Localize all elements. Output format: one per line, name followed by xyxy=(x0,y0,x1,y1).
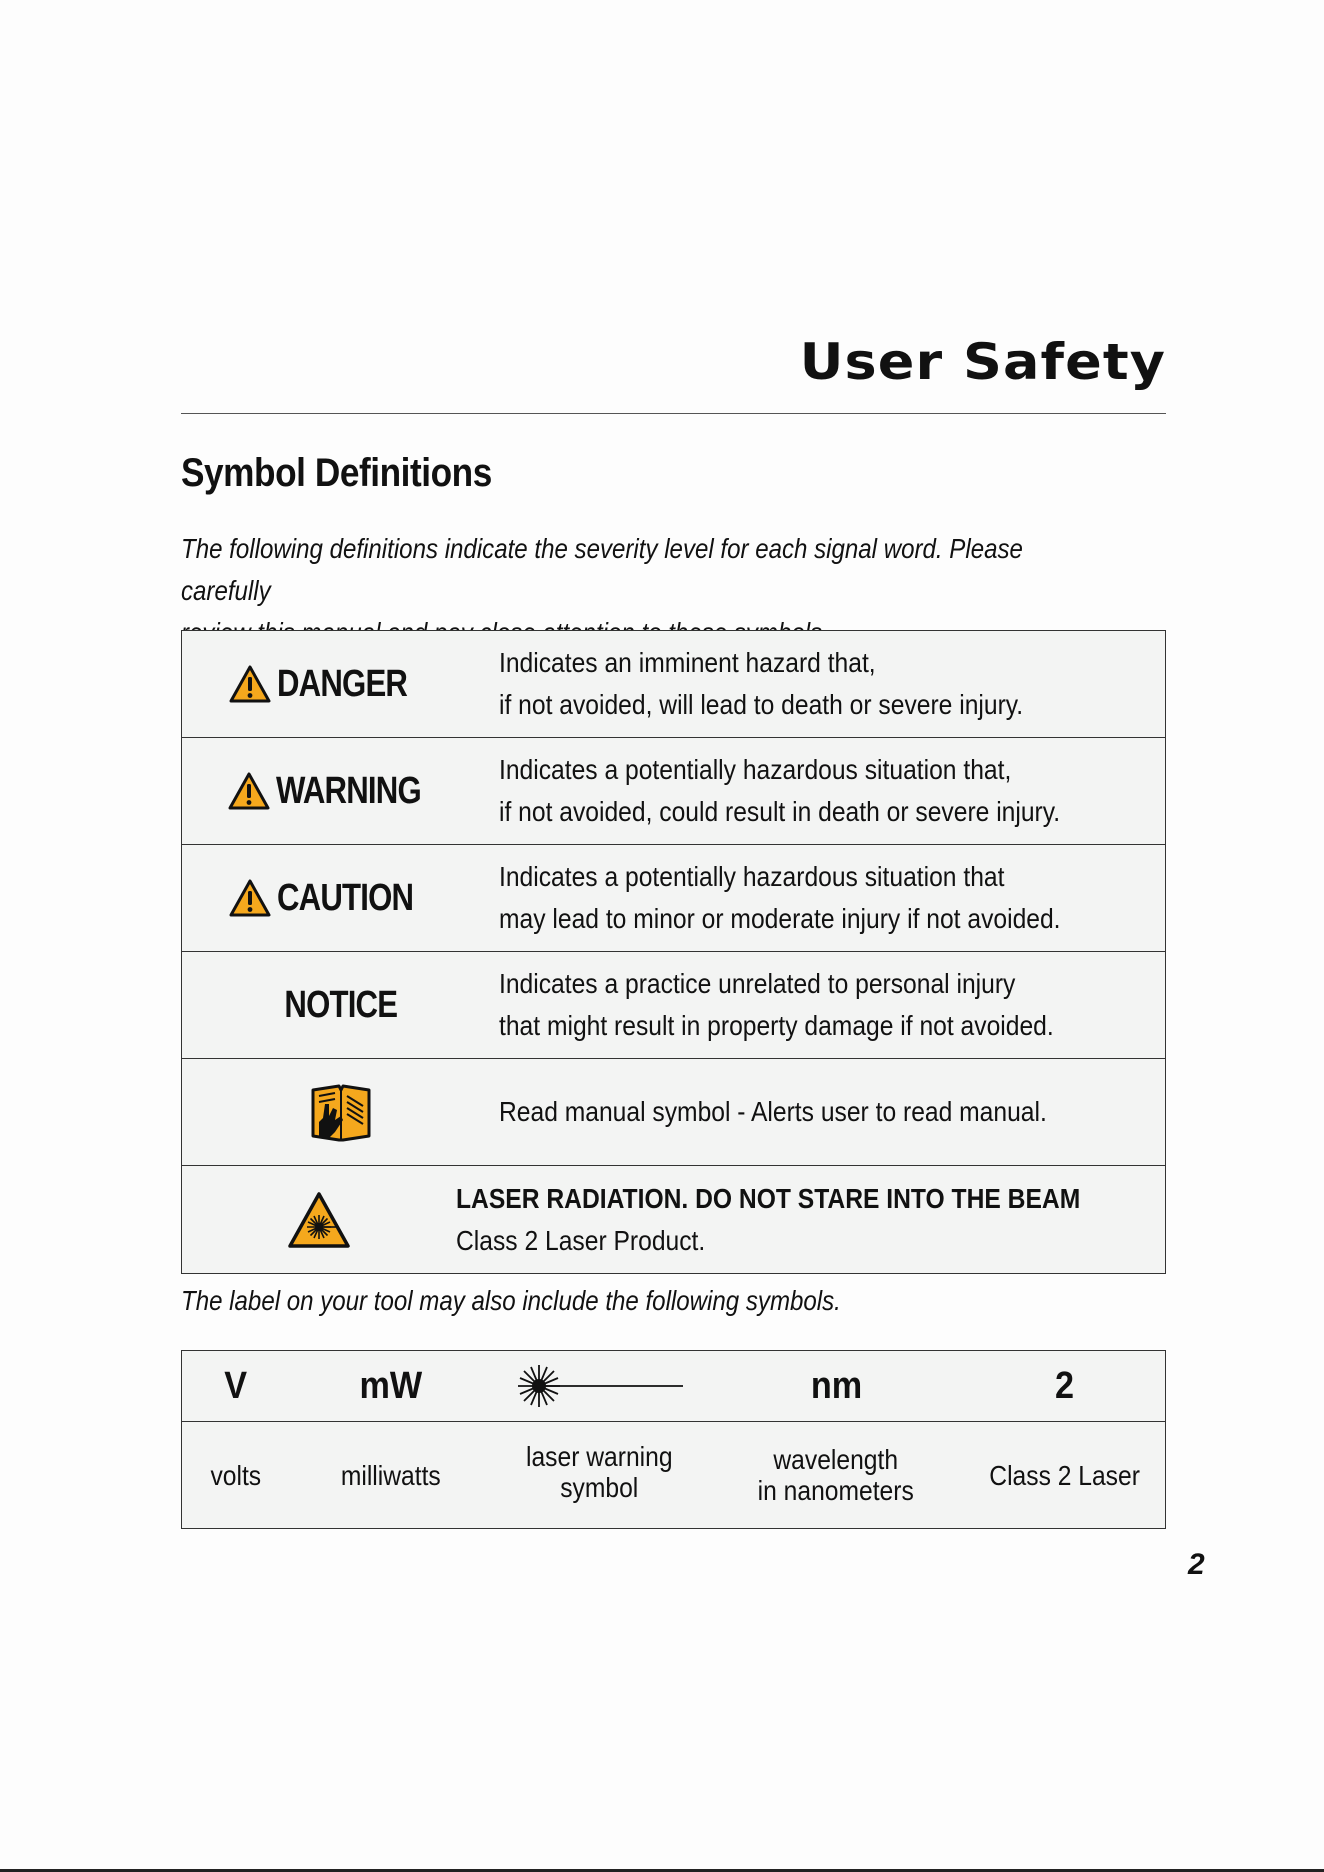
definition-text xyxy=(456,1166,1165,1273)
meaning-cell xyxy=(965,1422,1165,1528)
definition-line-1: Indicates a potentially hazardous situation that, xyxy=(499,754,1012,785)
label-note: The label on your tool may also include the following symbols. xyxy=(181,1285,841,1316)
signal-cell xyxy=(182,738,499,844)
meaning-cell xyxy=(289,1422,492,1528)
definition-row-warning xyxy=(182,738,1165,845)
meaning-cell xyxy=(182,1422,289,1528)
definition-row-danger xyxy=(182,631,1165,738)
definition-line-2: may lead to minor or moderate injury if not avoided. xyxy=(499,903,1061,934)
symbol-cell xyxy=(289,1351,492,1421)
signal-word-notice: NOTICE xyxy=(284,983,397,1026)
definition-text xyxy=(499,738,1165,844)
title-divider xyxy=(181,413,1166,414)
definition-line-1: Indicates an imminent hazard that, xyxy=(499,647,876,678)
page-number: 2 xyxy=(1188,1548,1205,1581)
definition-row-caution xyxy=(182,845,1165,952)
signal-word-caution: CAUTION xyxy=(277,876,414,919)
warning-triangle-icon xyxy=(229,879,271,917)
signal-cell xyxy=(182,845,499,951)
label-symbols-header xyxy=(182,1351,1165,1422)
meaning-volts: volts xyxy=(210,1459,261,1491)
laser-beam-icon xyxy=(515,1361,685,1411)
definition-line-2: Class 2 Laser Product. xyxy=(455,1224,705,1256)
symbol-definitions-table xyxy=(181,630,1166,1274)
laser-warning-icon xyxy=(287,1191,351,1249)
signal-cell xyxy=(182,631,499,737)
signal-word-danger: DANGER xyxy=(277,662,408,705)
meaning-cell xyxy=(707,1422,965,1528)
symbol-cell xyxy=(182,1166,456,1273)
definition-row-laser xyxy=(182,1166,1165,1273)
definition-text xyxy=(499,845,1165,951)
label-symbols-table xyxy=(181,1350,1166,1529)
definition-text xyxy=(499,1059,1165,1165)
laser-warning-heading: LASER RADIATION. DO NOT STARE INTO THE BEAM xyxy=(455,1182,1080,1214)
symbol-cell xyxy=(182,1351,289,1421)
definition-line-2: if not avoided, will lead to death or severe injury. xyxy=(499,689,1024,720)
definition-line-2: if not avoided, could result in death or severe injury. xyxy=(499,796,1061,827)
symbol-class-2: 2 xyxy=(1055,1364,1075,1407)
definition-line-2: that might result in property damage if not avoided. xyxy=(499,1010,1054,1041)
definition-text xyxy=(499,952,1165,1058)
meaning-class-2-laser: Class 2 Laser xyxy=(989,1459,1141,1491)
symbol-volts: V xyxy=(224,1364,247,1407)
definition-line-1: Indicates a practice unrelated to personal injury xyxy=(499,968,1016,999)
meaning-wavelength: wavelength in nanometers xyxy=(757,1444,915,1506)
intro-line-1: The following definitions indicate the severity level for each signal word. Please carefully xyxy=(181,533,1023,606)
symbol-cell xyxy=(182,1059,499,1165)
meaning-laser-warning: laser warning symbol xyxy=(526,1441,673,1503)
warning-triangle-icon xyxy=(229,665,271,703)
symbol-cell xyxy=(707,1351,965,1421)
definition-row-notice xyxy=(182,952,1165,1059)
page-title: User Safety xyxy=(799,333,1166,391)
definition-row-read-manual xyxy=(182,1059,1165,1166)
signal-word-warning: WARNING xyxy=(276,769,422,812)
symbol-cell xyxy=(492,1351,707,1421)
symbol-milliwatts: mW xyxy=(359,1364,422,1407)
symbol-nanometers: nm xyxy=(810,1364,862,1407)
meaning-cell xyxy=(492,1422,707,1528)
definition-line-1: Indicates a potentially hazardous situation that xyxy=(499,861,1005,892)
symbol-cell xyxy=(965,1351,1165,1421)
meaning-milliwatts: milliwatts xyxy=(340,1459,441,1491)
label-symbols-meanings xyxy=(182,1422,1165,1528)
warning-triangle-icon xyxy=(228,772,270,810)
read-manual-icon xyxy=(309,1082,373,1142)
definition-line-1: Read manual symbol - Alerts user to read manual. xyxy=(499,1096,1047,1127)
section-title: Symbol Definitions xyxy=(181,451,492,495)
signal-cell xyxy=(182,952,499,1058)
definition-text xyxy=(499,631,1165,737)
